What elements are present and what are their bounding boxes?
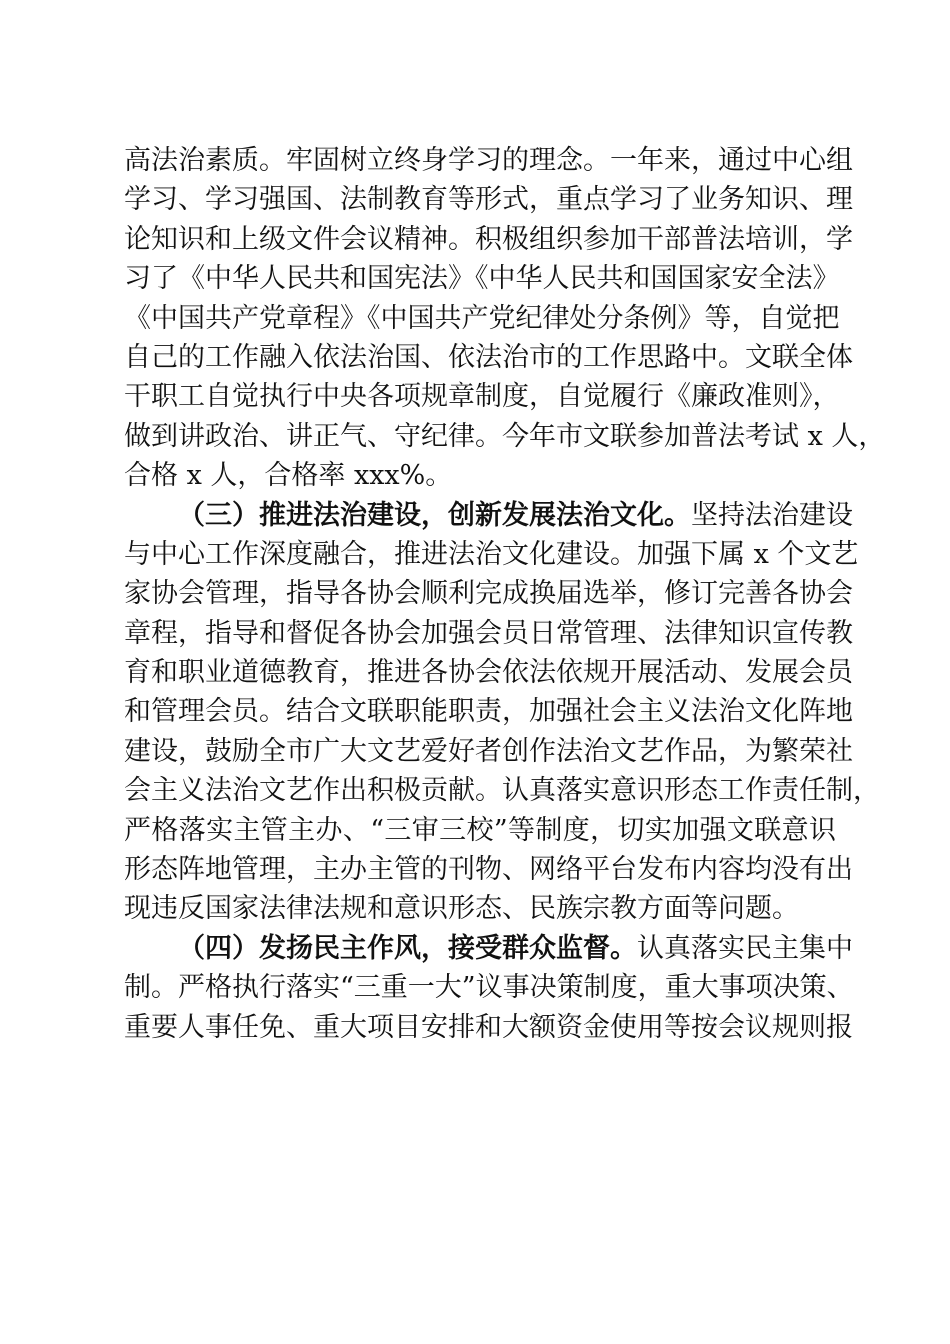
body-line: 自己的工作融入依法治国、依法治市的工作思路中。文联全体 bbox=[124, 341, 853, 373]
body-line: 建设，鼓励全市广大文艺爱好者创作法治文艺作品，为繁荣社 bbox=[124, 735, 853, 767]
body-line: 形态阵地管理，主办主管的刊物、网络平台发布内容均没有出 bbox=[124, 854, 853, 886]
document-body bbox=[124, 141, 886, 1047]
section-first-line-text: 认真落实民主集中 bbox=[637, 932, 853, 964]
body-line: 合格 x 人，合格率 xxx%。 bbox=[124, 460, 453, 492]
section-first-line bbox=[124, 496, 853, 535]
body-line: 与中心工作深度融合，推进法治文化建设。加强下属 x 个文艺 bbox=[124, 538, 859, 570]
body-line: 学习、学习强国、法制教育等形式，重点学习了业务知识、理 bbox=[124, 184, 853, 216]
section-heading-3: （三）推进法治建设，创新发展法治文化。 bbox=[178, 499, 691, 531]
body-line: 严格落实主管主办、“三审三校”等制度，切实加强文联意识 bbox=[124, 814, 836, 846]
body-line: 《中国共产党章程》《中国共产党纪律处分条例》等，自觉把 bbox=[124, 302, 840, 334]
section-heading-4: （四）发扬民主作风，接受群众监督。 bbox=[178, 932, 637, 964]
body-line: 干职工自觉执行中央各项规章制度，自觉履行《廉政准则》， bbox=[124, 381, 840, 413]
body-line: 高法治素质。牢固树立终身学习的理念。一年来，通过中心组 bbox=[124, 145, 853, 176]
body-line: 论知识和上级文件会议精神。积极组织参加干部普法培训，学 bbox=[124, 223, 853, 255]
section-first-line-text: 坚持法治建设 bbox=[691, 499, 853, 531]
body-line: 现违反国家法律法规和意识形态、民族宗教方面等问题。 bbox=[124, 893, 799, 925]
body-line: 家协会管理，指导各协会顺利完成换届选举，修订完善各协会 bbox=[124, 578, 853, 610]
section-first-line bbox=[124, 929, 853, 968]
body-line: 育和职业道德教育，推进各协会依法依规开展活动、发展会员 bbox=[124, 657, 853, 689]
body-line: 会主义法治文艺作出积极贡献。认真落实意识形态工作责任制， bbox=[124, 775, 880, 807]
body-line: 章程，指导和督促各协会加强会员日常管理、法律知识宣传教 bbox=[124, 617, 853, 649]
body-line: 制。严格执行落实“三重一大”议事决策制度，重大事项决策、 bbox=[124, 972, 854, 1004]
body-line: 和管理会员。结合文联职能职责，加强社会主义法治文化阵地 bbox=[124, 696, 853, 728]
body-line: 重要人事任免、重大项目安排和大额资金使用等按会议规则报 bbox=[124, 1011, 853, 1043]
body-line: 做到讲政治、讲正气、守纪律。今年市文联参加普法考试 x 人， bbox=[124, 420, 886, 452]
body-line: 习了《中华人民共和国宪法》《中华人民共和国国家安全法》 bbox=[124, 263, 840, 295]
